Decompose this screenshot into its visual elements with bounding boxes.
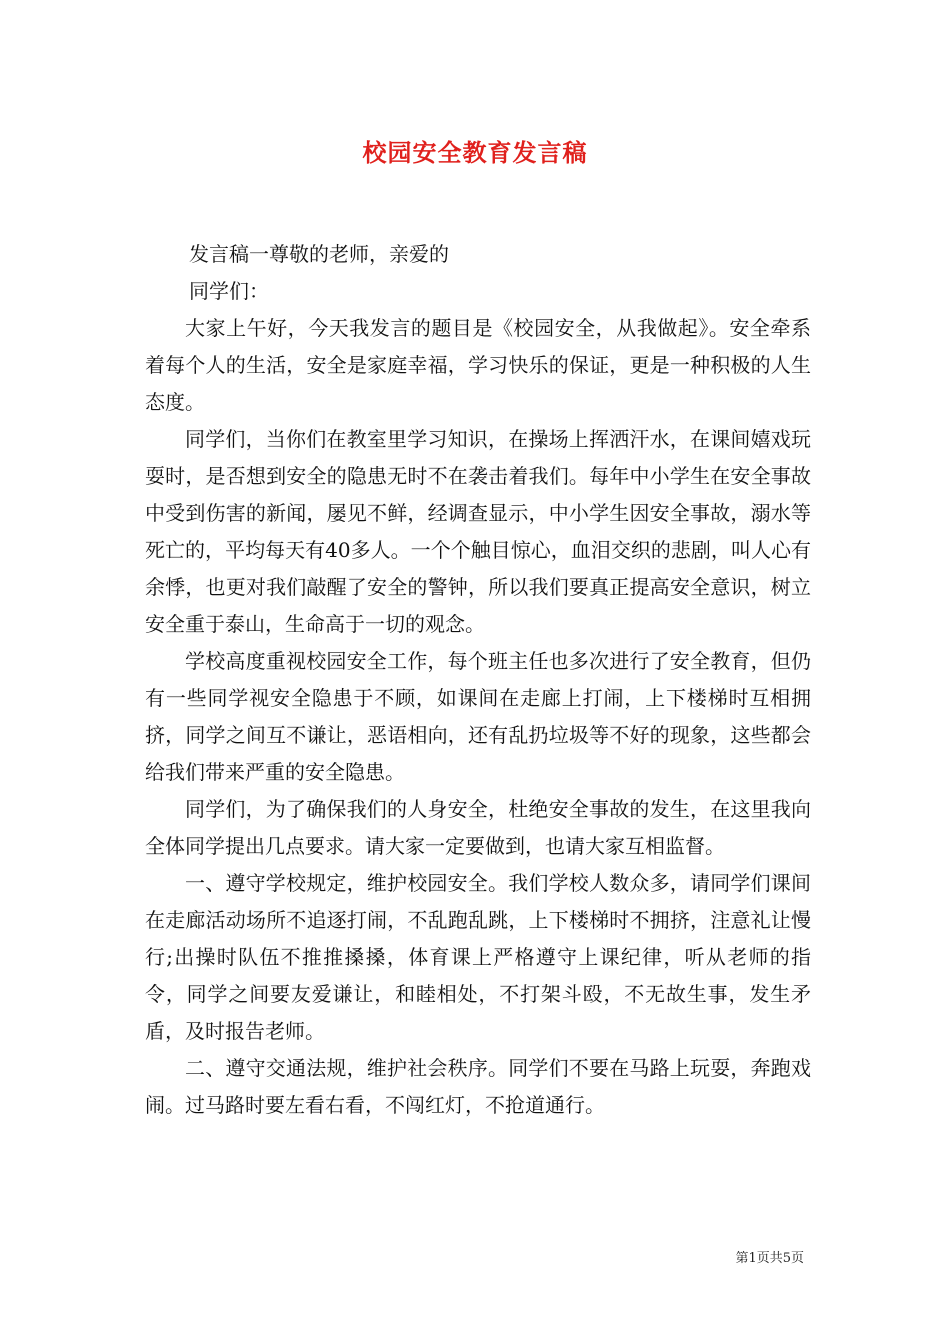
paragraph: 同学们，当你们在教室里学习知识，在操场上挥洒汗水，在课间嬉戏玩耍时，是否想到安全的隐患无时不在袭击着我们。每年中小学生在安全事故中受到伤害的新闻，屡见不鲜，经调查显示，中小学生因安全事故，溺水等死亡的，平均每天有40多人。一个个触目惊心，血泪交织的悲剧，叫人心有余悸，也更对我们敲醒了安全的警钟，所以我们要真正提高安全意识，树立安全重于泰山，生命高于一切的观念。 <box>145 427 811 636</box>
paragraph: 同学们，为了确保我们的人身安全，杜绝安全事故的发生，在这里我向全体同学提出几点要求。请大家一定要做到，也请大家互相监督。 <box>145 797 811 858</box>
paragraph: 二、遵守交通法规，维护社会秩序。同学们不要在马路上玩耍，奔跑戏闹。过马路时要左看右看，不闯红灯，不抢道通行。 <box>145 1056 811 1117</box>
paragraph: 一、遵守学校规定，维护校园安全。我们学校人数众多，请同学们课间在走廊活动场所不追逐打闹，不乱跑乱跳，上下楼梯时不拥挤，注意礼让慢行;出操时队伍不推推搡搡，体育课上严格遵守上课纪律，听从老师的指令，同学之间要友爱谦让，和睦相处，不打架斗殴，不无故生事，发生矛盾，及时报告老师。 <box>145 871 811 1043</box>
paragraph: 学校高度重视校园安全工作，每个班主任也多次进行了安全教育，但仍有一些同学视安全隐患于不顾，如课间在走廊上打闹，上下楼梯时互相拥挤，同学之间互不谦让，恶语相向，还有乱扔垃圾等不好的现象，这些都会给我们带来严重的安全隐患。 <box>145 649 811 784</box>
paragraph-salutation: 发言稿一尊敬的老师，亲爱的 <box>189 242 449 266</box>
paragraph: 大家上午好，今天我发言的题目是《校园安全，从我做起》。安全牵系着每个人的生活，安全是家庭幸福，学习快乐的保证，更是一种积极的人生态度。 <box>145 316 811 414</box>
page-title: 校园安全教育发言稿 <box>362 138 588 167</box>
document-body <box>145 236 811 1124</box>
page-number: 第1页共5页 <box>735 1251 804 1266</box>
paragraph-salutation-2: 同学们： <box>189 279 269 303</box>
